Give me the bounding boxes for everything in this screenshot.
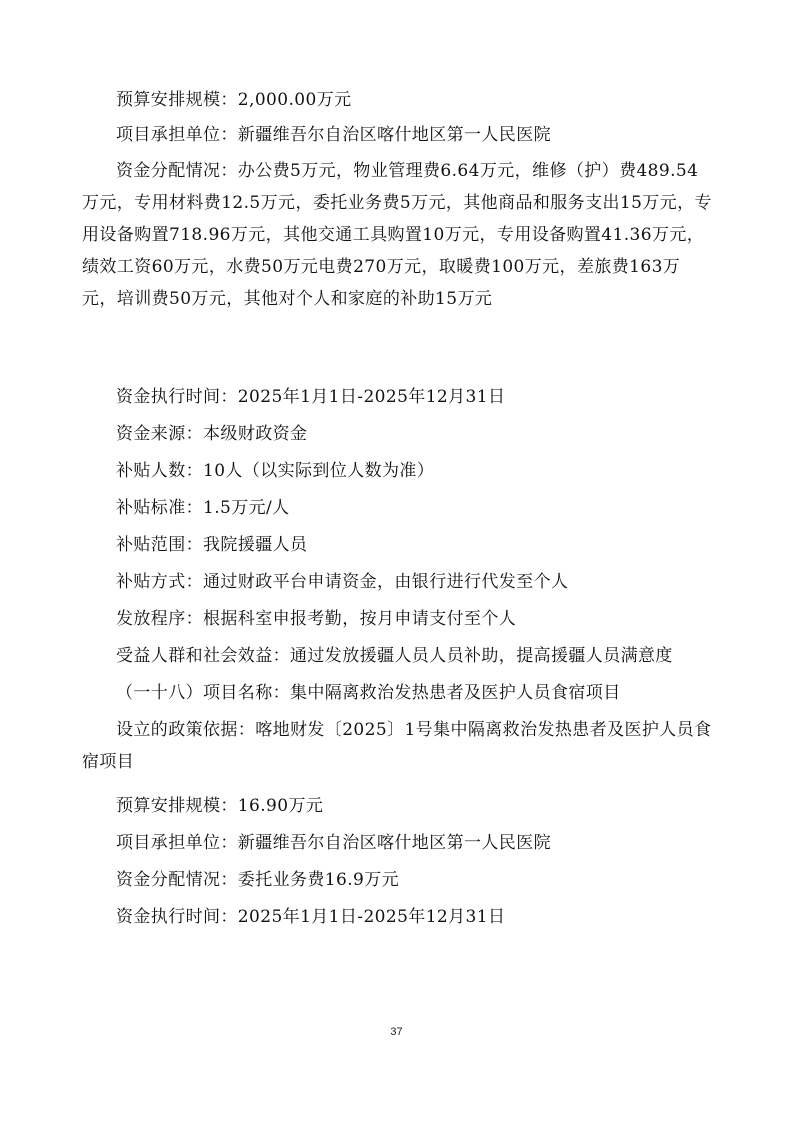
project-title-18: （一十八）项目名称：集中隔离救治发热患者及医护人员食宿项目	[116, 683, 621, 703]
page-number: 37	[390, 1026, 403, 1038]
budget-scale-2: 预算安排规模：16.90万元	[116, 796, 324, 816]
fund-allocation-2: 资金分配情况：委托业务费16.9万元	[116, 870, 400, 890]
fund-allocation-1: 资金分配情况：办公费5万元，物业管理费6.64万元，维修（护）费489.54万元，专用材料费12.5万元，委托业务费5万元，其他商品和服务支出15万元，专用设备购置718.96万元，其他交通工具购置10万元，专用设备购置41.36万元，绩效工资60万元，水费50万元电费270万元，取暖费100万元，差旅费163万元，培训费50万元，其他对个人和家庭的补助15万元	[82, 161, 712, 309]
distribution-procedure: 发放程序：根据科室申报考勤，按月申请支付至个人	[116, 609, 517, 629]
beneficiaries-benefits: 受益人群和社会效益：通过发放援疆人员人员补助，提高援疆人员满意度	[116, 646, 673, 666]
subsidy-standard: 补贴标准：1.5万元/人	[116, 498, 290, 518]
budget-scale-1: 预算安排规模：2,000.00万元	[116, 90, 352, 110]
subsidy-scope: 补贴范围：我院援疆人员	[116, 535, 308, 555]
execution-time-2: 资金执行时间：2025年1月1日-2025年12月31日	[116, 907, 506, 927]
responsible-unit-1: 项目承担单位：新疆维吾尔自治区喀什地区第一人民医院	[116, 125, 551, 145]
responsible-unit-2: 项目承担单位：新疆维吾尔自治区喀什地区第一人民医院	[116, 833, 551, 853]
fund-source: 资金来源：本级财政资金	[116, 424, 308, 444]
execution-time-1: 资金执行时间：2025年1月1日-2025年12月31日	[116, 387, 506, 407]
subsidy-method: 补贴方式：通过财政平台申请资金，由银行进行代发至个人	[116, 572, 569, 592]
subsidy-count: 补贴人数：10人（以实际到位人数为准）	[116, 461, 435, 481]
policy-basis: 设立的政策依据：喀地财发〔2025〕1号集中隔离救治发热患者及医护人员食宿项目	[82, 720, 712, 772]
